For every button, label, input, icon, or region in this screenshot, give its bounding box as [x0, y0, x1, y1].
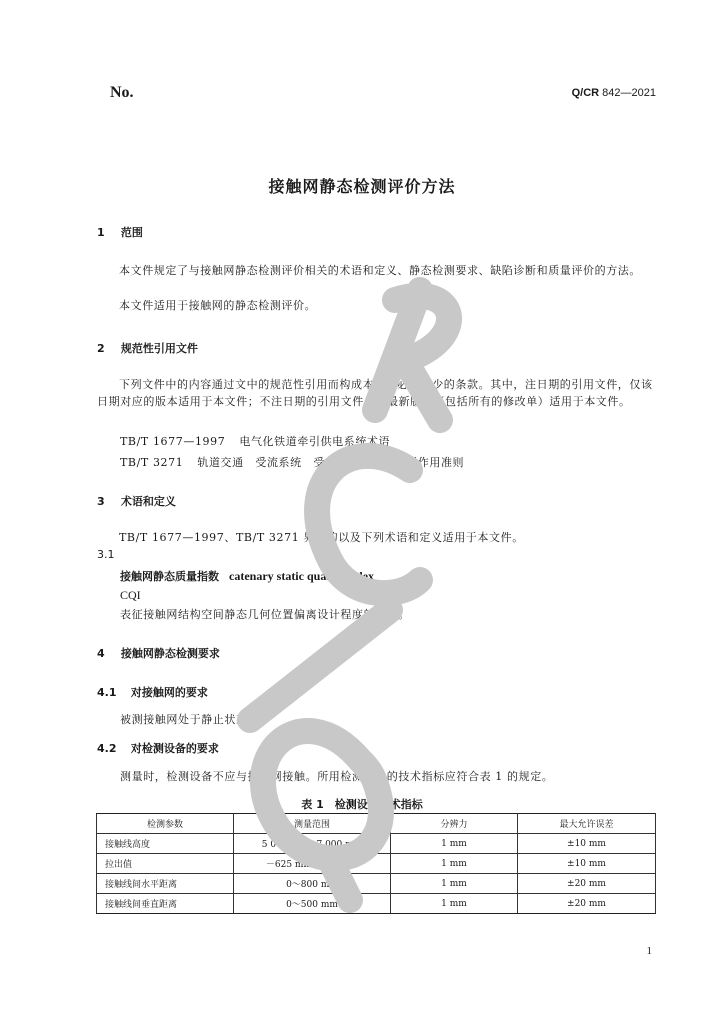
scope-paragraph-1: 本文件规定了与接触网静态检测评价相关的术语和定义、静态检测要求、缺陷诊断和质量评价的方法。 [119, 264, 641, 277]
table-cell: ±10 mm [518, 854, 656, 874]
section-number: 4.2 [97, 742, 117, 755]
table-header-cell: 检测参数 [97, 814, 234, 834]
table-cell: 0～500 mm [234, 894, 391, 914]
table-cell: 拉出值 [97, 854, 234, 874]
reference-code: TB/T 3271 [120, 456, 184, 469]
table-header-cell: 分辨力 [391, 814, 518, 834]
table-cell: 5 000 mm～7 000 mm [234, 834, 391, 854]
terms-paragraph: TB/T 1677—1997、TB/T 3271 界定的以及下列术语和定义适用于本文件。 [119, 531, 524, 544]
table-cell: －625 mm～625 mm [234, 854, 391, 874]
reference-code: TB/T 1677—1997 [120, 435, 226, 448]
table-cell: 1 mm [391, 854, 518, 874]
section-number: 4 [97, 647, 105, 660]
subsection-heading-4-1 [97, 684, 208, 700]
section-title: 对检测设备的要求 [130, 742, 219, 755]
table-cell: 接触线间水平距离 [97, 874, 234, 894]
table-cell: ±10 mm [518, 834, 656, 854]
table-row [97, 834, 656, 854]
table-header-cell: 测量范围 [234, 814, 391, 834]
subsection-heading-4-2 [97, 740, 219, 756]
table-cell: 1 mm [391, 874, 518, 894]
spec-table [96, 813, 656, 914]
document-title: 接触网静态检测评价方法 [268, 177, 456, 196]
term-english: catenary static quality index [229, 569, 374, 583]
table-header-row [97, 814, 656, 834]
section-number: 1 [97, 226, 105, 239]
section-number: 4.1 [97, 686, 117, 699]
reference-item-1 [120, 433, 390, 449]
page-number: 1 [646, 945, 652, 957]
term-number: 3.1 [97, 548, 115, 561]
table-cell: 接触线高度 [97, 834, 234, 854]
table-row [97, 854, 656, 874]
section-number: 2 [97, 342, 105, 355]
section-title: 接触网静态检测要求 [120, 647, 220, 660]
term-heading [120, 568, 374, 584]
table-cell: 接触线间垂直距离 [97, 894, 234, 914]
table-row [97, 894, 656, 914]
standard-prefix: Q/CR [571, 87, 600, 99]
table-cell: ±20 mm [518, 894, 656, 914]
table-cell: ±20 mm [518, 874, 656, 894]
reference-title: 轨道交通 受流系统 受电弓与接触网相互作用准则 [197, 456, 465, 469]
section-title: 范围 [120, 226, 143, 239]
reference-title: 电气化铁道牵引供电系统术语 [239, 435, 391, 448]
section-title: 对接触网的要求 [130, 686, 208, 699]
requirement-4-2-text: 测量时，检测设备不应与接触网接触。所用检测设备的技术指标应符合表 1 的规定。 [120, 770, 554, 783]
section-title: 规范性引用文件 [120, 342, 198, 355]
term-abbreviation: CQI [120, 588, 141, 602]
section-heading-terms [97, 493, 176, 509]
table-cell: 1 mm [391, 834, 518, 854]
reference-item-2 [120, 454, 464, 470]
term-definition: 表征接触网结构空间静态几何位置偏离设计程度的指数。 [120, 608, 410, 621]
table-cell: 1 mm [391, 894, 518, 914]
document-no-label: No. [110, 84, 134, 101]
section-heading-requirements [97, 645, 220, 661]
section-heading-references [97, 340, 198, 356]
table-caption: 表 1 检测设备技术指标 [301, 798, 423, 811]
watermark-slash [250, 610, 390, 720]
term-chinese: 接触网静态质量指数 [120, 570, 219, 583]
references-paragraph: 下列文件中的内容通过文中的规范性引用而构成本文件必不可少的条款。其中，注日期的引用文件，仅该日期对应的版本适用于本文件；不注日期的引用文件，其最新版本（包括所有的修改单）适用于本文件。 [97, 378, 653, 408]
requirement-4-1-text: 被测接触网处于静止状态。 [120, 713, 260, 726]
section-heading-scope [97, 224, 143, 240]
table-cell: 0～800 mm [234, 874, 391, 894]
section-number: 3 [97, 495, 105, 508]
table-header-cell: 最大允许误差 [518, 814, 656, 834]
section-title: 术语和定义 [120, 495, 176, 508]
table-row [97, 874, 656, 894]
standard-number [572, 87, 656, 99]
scope-paragraph-2: 本文件适用于接触网的静态检测评价。 [119, 299, 317, 312]
standard-code: 842—2021 [602, 87, 656, 99]
